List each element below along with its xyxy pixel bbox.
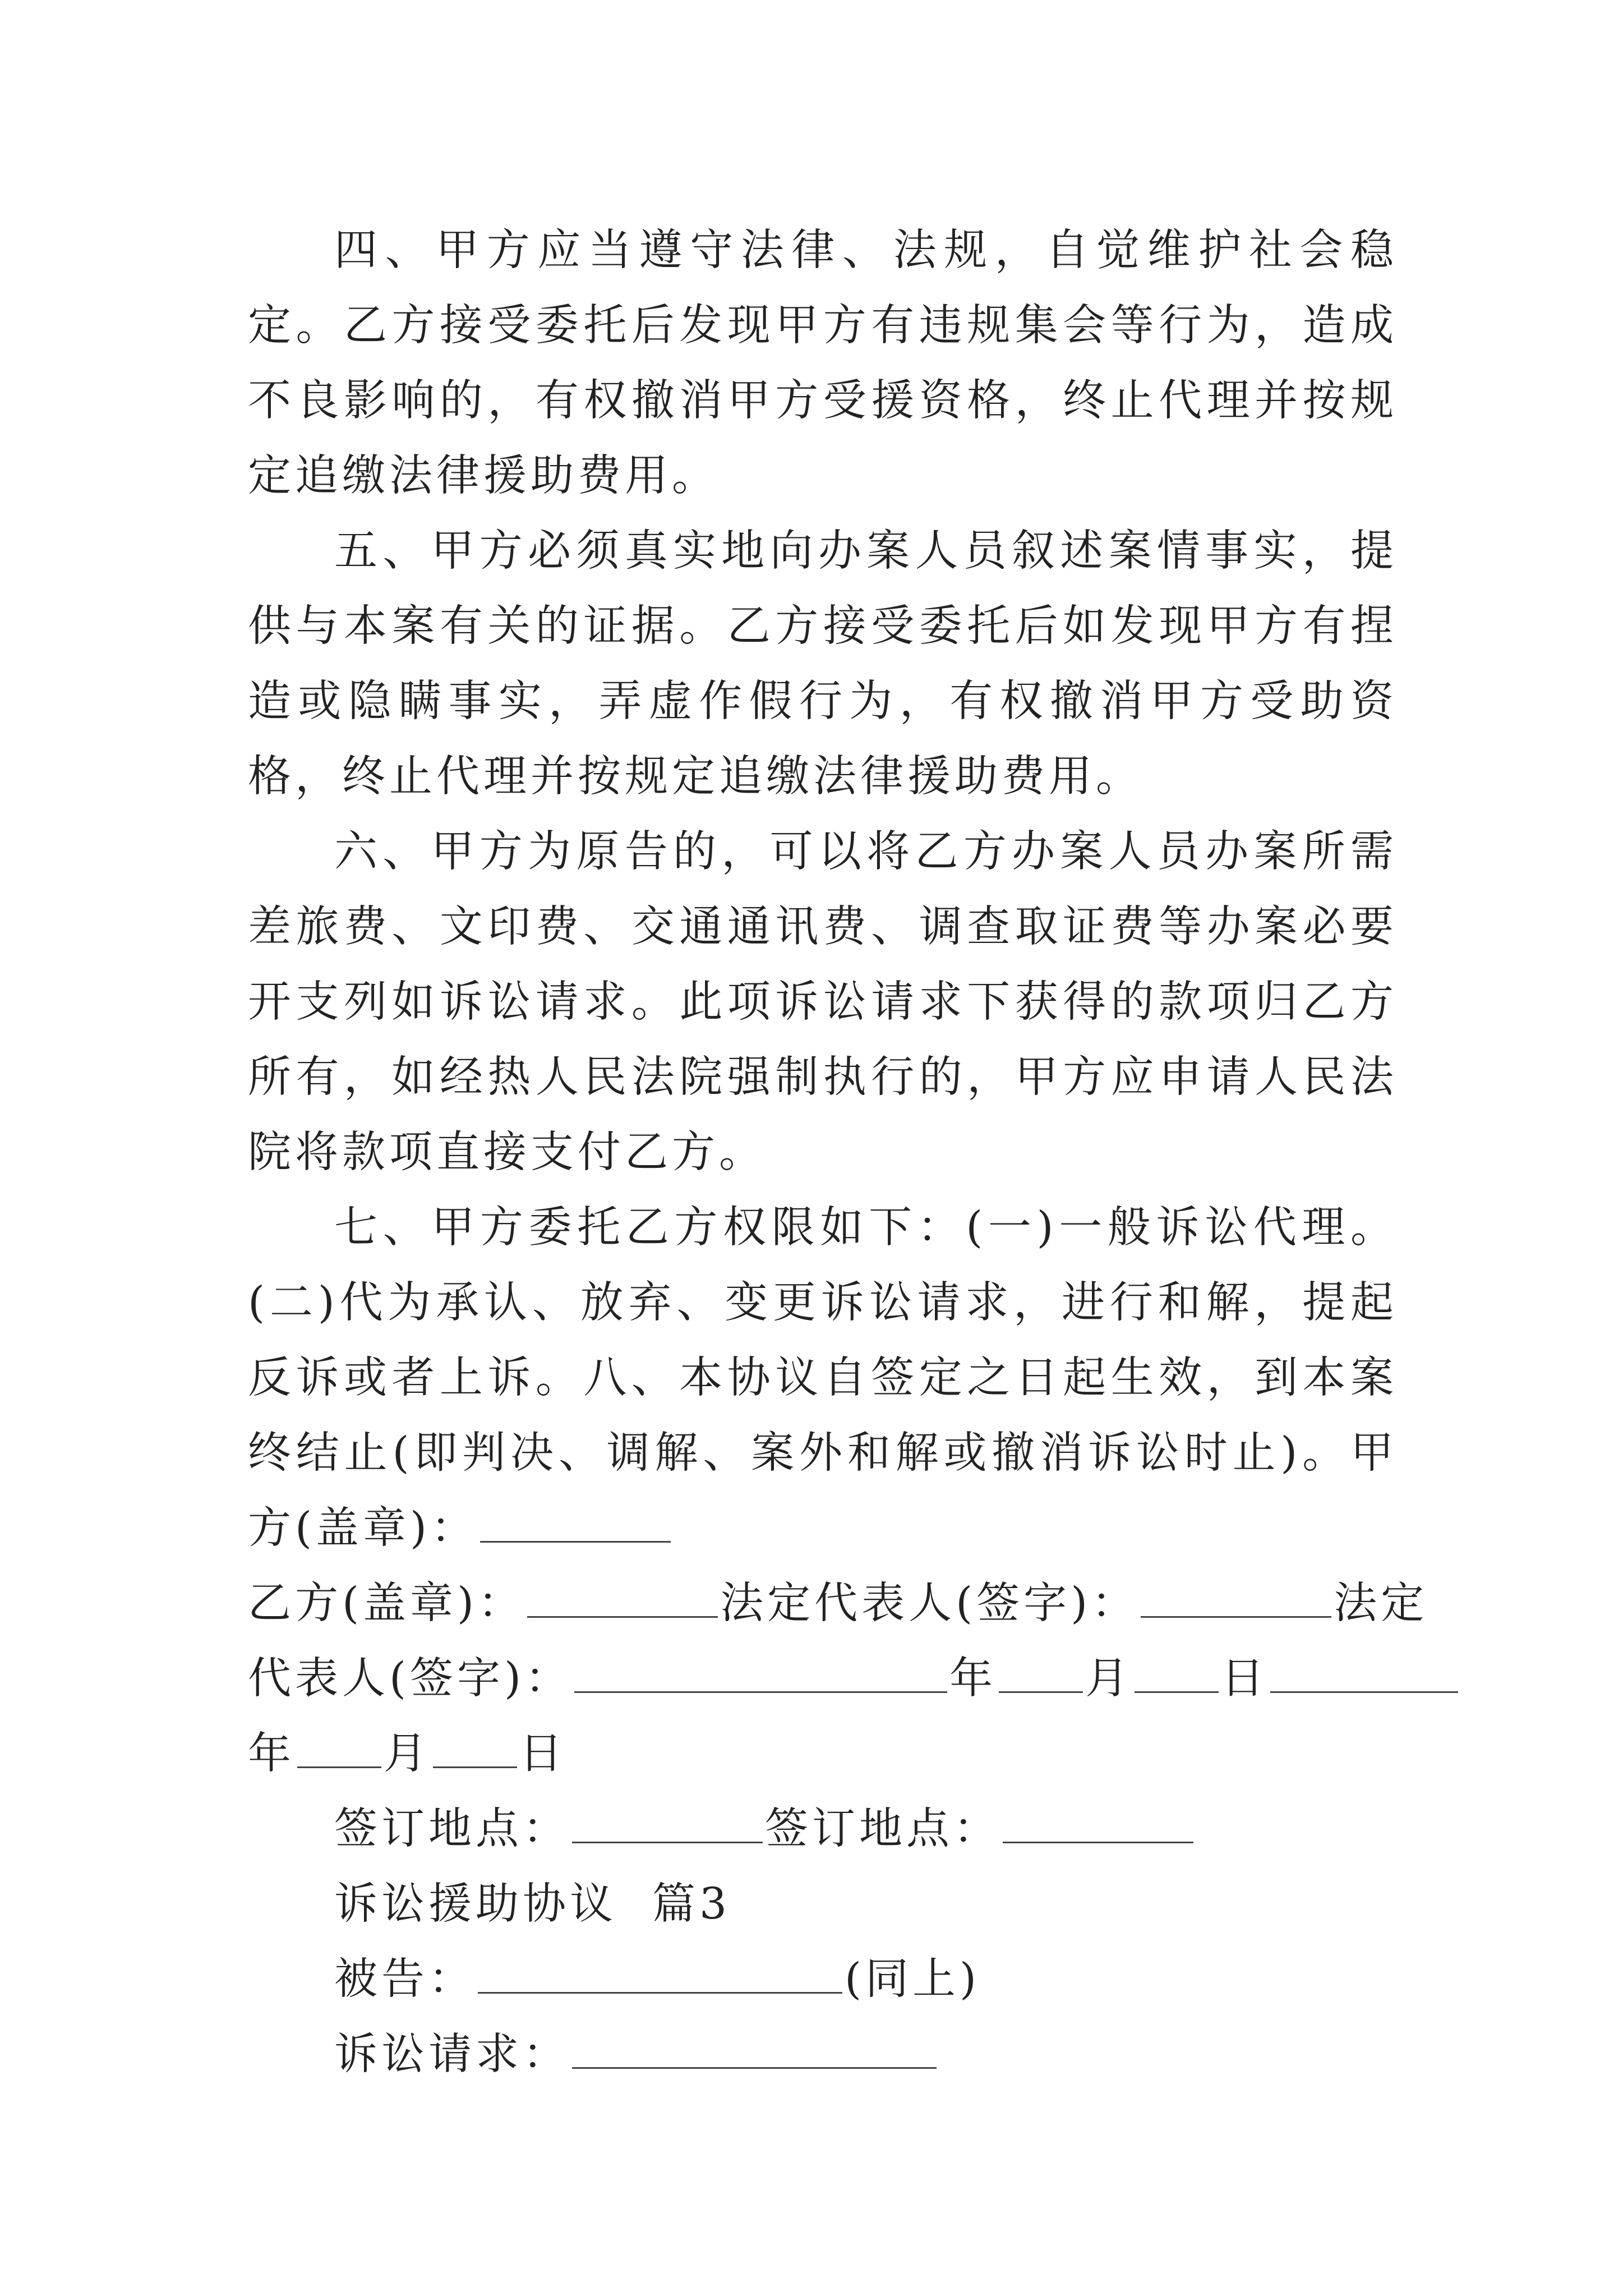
- signature-line-3: [248, 1717, 1398, 1792]
- section-3-title: 诉讼援助协议 篇3: [334, 1879, 731, 1929]
- legal-rep-suffix: 代表人(签字)：: [248, 1654, 573, 1704]
- month-label-2: 月: [384, 1729, 431, 1779]
- claims-label: 诉讼请求：: [334, 2030, 570, 2079]
- legal-rep-sign-label: 法定代表人(签字)：: [720, 1579, 1139, 1628]
- clause-7-8-text: 七、甲方委托乙方权限如下：(一)一般诉讼代理。(二)代为承认、放弃、变更诉讼请求，进行和解，提起反诉或者上诉。八、本协议自签定之日起生效，到本案终结止(即判决、调解、案外和解或撤消诉讼时止)。甲方(盖章)：: [248, 1203, 1398, 1553]
- year-label: 年: [949, 1654, 997, 1704]
- signature-line-2: [248, 1641, 1398, 1717]
- signing-place-line: [248, 1792, 1398, 1867]
- clause-5: 五、甲方必须真实地向办案人员叙述案情事实，提供与本案有关的证据。乙方接受委托后如发现甲方有捏造或隐瞒事实，弄虚作假行为，有权撤消甲方受助资格，终止代理并按规定追缴法律援助费用。: [248, 526, 1398, 802]
- month-blank: [999, 1652, 1083, 1693]
- legal-rep-prefix: 法定: [1334, 1579, 1428, 1628]
- month-blank-2: [297, 1727, 381, 1768]
- legal-rep-sign-blank-2: [574, 1652, 947, 1693]
- clause-4: 四、甲方应当遵守法律、法规，自觉维护社会稳定。乙方接受委托后发现甲方有违规集会等行为，造成不良影响的，有权撤消甲方受援资格，终止代理并按规定追缴法律援助费用。: [248, 226, 1398, 501]
- party-b-seal-label: 乙方(盖章)：: [248, 1579, 525, 1628]
- signing-place-blank-2: [1003, 1802, 1193, 1843]
- day-blank-2: [433, 1727, 517, 1768]
- signing-place-label-1: 签订地点：: [334, 1804, 570, 1854]
- signing-place-label-2: 签订地点：: [765, 1804, 1000, 1854]
- day-label: 日: [1221, 1654, 1269, 1704]
- day-label-2: 日: [519, 1729, 566, 1779]
- trailing-blank: [1270, 1652, 1458, 1693]
- party-a-seal-blank: [480, 1502, 671, 1543]
- day-blank: [1135, 1652, 1219, 1693]
- defendant-label: 被告：: [334, 1954, 476, 2004]
- party-b-seal-blank: [527, 1577, 718, 1618]
- signing-place-blank-1: [572, 1802, 763, 1843]
- legal-rep-sign-blank: [1141, 1577, 1331, 1618]
- defendant-note: (同上): [845, 1954, 981, 2004]
- month-label: 月: [1085, 1654, 1133, 1704]
- claims-line: [248, 2017, 1398, 2092]
- clause-6: 六、甲方为原告的，可以将乙方办案人员办案所需差旅费、文印费、交通通讯费、调查取证费等办案必要开支列如诉讼请求。此项诉讼请求下获得的款项归乙方所有，如经热人民法院强制执行的，甲方应申请人民法院将款项直接支付乙方。: [248, 827, 1398, 1177]
- claims-blank: [572, 2028, 937, 2069]
- defendant-line: [248, 1942, 1398, 2017]
- signature-line-1: [248, 1566, 1428, 1641]
- defendant-blank: [478, 1953, 842, 1994]
- year-label-2: 年: [248, 1729, 295, 1779]
- clause-7-8: [248, 1190, 1398, 1566]
- document-body: [248, 213, 1428, 2092]
